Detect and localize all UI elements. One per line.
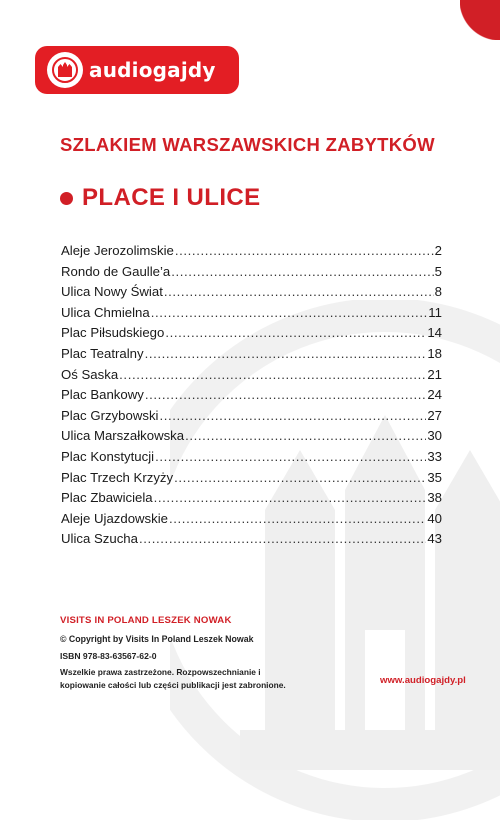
toc-entry-page: 8 <box>434 284 442 300</box>
toc-entry[interactable] <box>61 428 442 449</box>
toc-dot-leader <box>145 387 427 402</box>
toc-entry[interactable] <box>61 284 442 305</box>
series-title: SZLAKIEM WARSZAWSKICH ZABYTKÓW <box>60 134 435 155</box>
toc-entry-title: Oś Saska <box>61 366 119 382</box>
toc-entry-page: 11 <box>428 304 442 320</box>
toc-entry[interactable] <box>61 325 442 346</box>
toc-entry-page: 24 <box>427 387 442 403</box>
toc-dot-leader <box>155 449 426 464</box>
toc-entry[interactable] <box>61 346 442 367</box>
toc-entry-page: 30 <box>427 428 442 444</box>
toc-dot-leader <box>164 284 434 299</box>
toc-entry-title: Plac Piłsudskiego <box>61 325 165 341</box>
toc-entry[interactable] <box>61 305 442 326</box>
toc-entry-title: Plac Bankowy <box>61 387 144 403</box>
toc-entry-title: Ulica Chmielna <box>61 304 150 320</box>
toc-entry[interactable] <box>61 470 442 491</box>
toc-entry-title: Aleje Ujazdowskie <box>61 510 169 526</box>
toc-entry[interactable] <box>61 449 442 470</box>
toc-dot-leader <box>145 346 427 361</box>
toc-dot-leader <box>185 428 426 443</box>
website-link[interactable]: www.audiogajdy.pl <box>380 675 466 686</box>
toc-entry-page: 40 <box>427 510 442 526</box>
copyright-notice: © Copyright by Visits In Poland Leszek Nowak <box>60 634 254 644</box>
toc-entry-title: Aleje Jerozolimskie <box>61 243 174 258</box>
toc-entry[interactable] <box>61 511 442 532</box>
toc-entry[interactable] <box>61 531 442 552</box>
toc-entry-page: 27 <box>427 407 442 423</box>
toc-entry-page: 38 <box>427 490 442 506</box>
toc-dot-leader <box>154 490 427 505</box>
toc-entry-title: Plac Zbawiciela <box>61 490 153 506</box>
toc-entry-title: Ulica Nowy Świat <box>61 284 163 300</box>
toc-entry-page: 18 <box>427 345 442 361</box>
toc-entry[interactable] <box>61 408 442 429</box>
toc-dot-leader <box>159 408 426 423</box>
toc-entry-page: 21 <box>427 366 442 382</box>
rights-notice: Wszelkie prawa zastrzeżone. Rozpowszechnianie i kopiowanie całości lub części publikacji jest zabronione. <box>60 667 286 690</box>
toc-dot-leader <box>151 305 428 320</box>
toc-entry[interactable] <box>61 264 442 285</box>
toc-entry-title: Plac Grzybowski <box>61 407 159 423</box>
toc-entry-title: Plac Trzech Krzyży <box>61 469 174 485</box>
toc-entry[interactable] <box>61 490 442 511</box>
brand-name: audiogajdy <box>89 58 216 82</box>
toc-entry-page: 43 <box>427 531 442 547</box>
isbn: ISBN 978-83-63567-62-0 <box>60 651 157 661</box>
toc-dot-leader <box>139 531 426 546</box>
section-title: PLACE I ULICE <box>82 184 261 211</box>
corner-decoration <box>460 0 500 40</box>
toc-entry[interactable] <box>61 243 442 264</box>
toc-dot-leader <box>174 470 426 485</box>
toc-entry-title: Plac Konstytucji <box>61 448 155 464</box>
toc-dot-leader <box>175 243 434 258</box>
toc-dot-leader <box>119 367 426 382</box>
section-heading <box>60 184 261 212</box>
toc-entry-page: 5 <box>434 263 442 279</box>
toc-entry-title: Plac Teatralny <box>61 345 144 361</box>
toc-entry-title: Rondo de Gaulle’a <box>61 263 171 279</box>
toc-entry-page: 2 <box>434 243 442 258</box>
brand-logo[interactable] <box>35 46 239 94</box>
toc-entry-title: Ulica Marszałkowska <box>61 428 185 444</box>
bullet-dot-icon <box>60 192 73 205</box>
table-of-contents <box>61 243 442 552</box>
toc-entry-page: 14 <box>427 325 442 341</box>
toc-entry[interactable] <box>61 367 442 388</box>
toc-entry-page: 33 <box>427 448 442 464</box>
publisher-name: VISITS IN POLAND LESZEK NOWAK <box>60 615 232 626</box>
toc-dot-leader <box>169 511 426 526</box>
castle-emblem-icon <box>47 52 83 88</box>
castle-emblem-glyph <box>52 57 78 83</box>
toc-dot-leader <box>171 264 433 279</box>
toc-entry[interactable] <box>61 387 442 408</box>
toc-entry-title: Ulica Szucha <box>61 531 138 547</box>
toc-dot-leader <box>165 325 426 340</box>
toc-entry-page: 35 <box>427 469 442 485</box>
